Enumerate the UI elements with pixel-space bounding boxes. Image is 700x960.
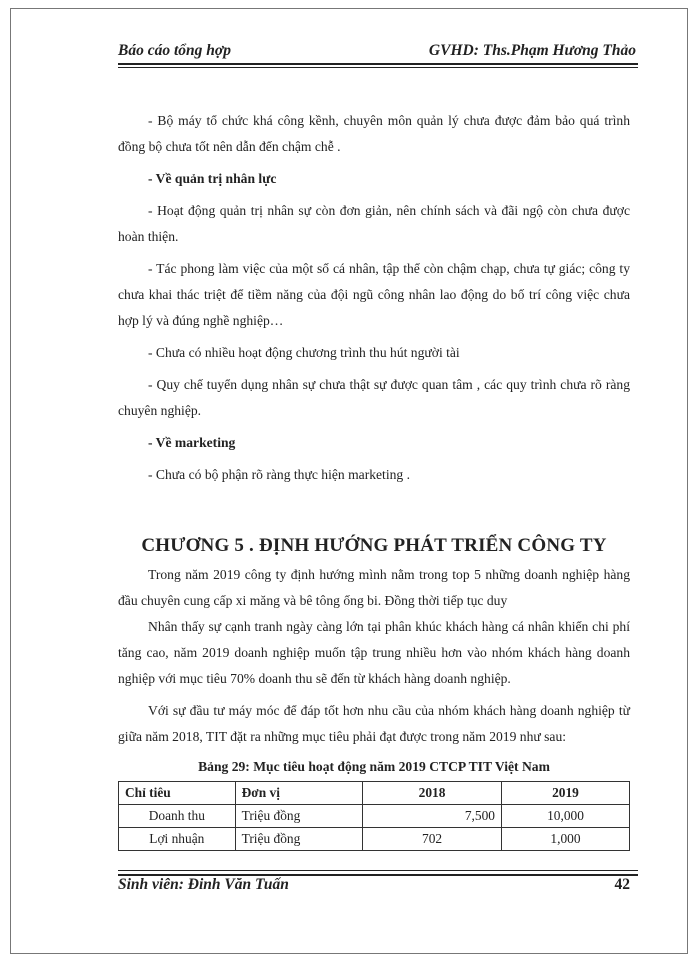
cell-indicator: Lợi nhuận: [119, 828, 236, 851]
header-divider: [118, 63, 638, 65]
header-cell-indicator: Chỉ tiêu: [119, 782, 236, 805]
document-body: [118, 108, 630, 851]
page-footer: [118, 876, 638, 898]
cell-2018: 7,500: [363, 805, 502, 828]
paragraph-org-structure: - Bộ máy tổ chức khá công kềnh, chuyên môn quản lý chưa được đảm bảo quá trình đồng bộ chưa tốt nên dẫn đến chậm chễ .: [118, 113, 630, 154]
heading-hr-management: - Về quản trị nhân lực: [148, 171, 277, 186]
cell-unit: Triệu đồng: [235, 805, 362, 828]
heading-marketing: - Về marketing: [148, 435, 236, 450]
cell-indicator: Doanh thu: [119, 805, 236, 828]
page-header: [118, 42, 638, 64]
table-caption: Bảng 29: Mục tiêu hoạt động năm 2019 CTCP TIT Việt Nam: [198, 759, 550, 774]
table-header-row: [119, 782, 630, 805]
cell-2019: 10,000: [501, 805, 629, 828]
header-cell-2019: 2019: [501, 782, 629, 805]
cell-2018: 702: [363, 828, 502, 851]
paragraph-2019-direction: Trong năm 2019 công ty định hướng mình nằm trong top 5 những doanh nghiệp hàng đầu chuyên cung cấp xi măng và bê tông ống bi. Đồng thời tiếp tục duy: [118, 567, 630, 608]
cell-2019: 1,000: [501, 828, 629, 851]
page-number: 42: [614, 876, 630, 893]
header-report-title: Báo cáo tổng hợp: [118, 42, 231, 59]
paragraph-work-style: - Tác phong làm việc của một số cá nhân, tập thể còn chậm chạp, chưa tự giác; công ty chưa khai thác triệt để tiềm năng của đội ngũ công nhân lao động do bố trí công việc chưa hợp lý và đúng nghề nghiệp…: [118, 261, 630, 328]
header-supervisor: GVHD: Ths.Phạm Hương Thảo: [428, 42, 636, 59]
targets-table: [118, 781, 630, 851]
paragraph-hr-activities: - Hoạt động quản trị nhân sự còn đơn giản, nên chính sách và đãi ngộ còn chưa được hoàn thiện.: [118, 203, 630, 244]
cell-unit: Triệu đồng: [235, 828, 362, 851]
header-divider-thin: [118, 67, 638, 68]
paragraph-recruitment: - Quy chế tuyển dụng nhân sự chưa thật sự được quan tâm , các quy trình chưa rõ ràng chuyên nghiệp.: [118, 377, 630, 418]
header-cell-2018: 2018: [363, 782, 502, 805]
paragraph-business-focus: Nhân thấy sự cạnh tranh ngày càng lớn tại phân khúc khách hàng cá nhân khiến chi phí tăng cao, năm 2019 doanh nghiệp muốn tập trung nhiều hơn vào nhóm khách hàng doanh nghiệp với mục tiêu 70% doanh thu sẽ đến từ khách hàng doanh nghiệp.: [118, 619, 630, 686]
chapter-title: CHƯƠNG 5 . ĐỊNH HƯỚNG PHÁT TRIỂN CÔNG TY: [141, 535, 607, 556]
header-cell-unit: Đơn vị: [235, 782, 362, 805]
paragraph-marketing: - Chưa có bộ phận rõ ràng thực hiện marketing .: [148, 467, 410, 482]
paragraph-talent-attraction: - Chưa có nhiều hoạt động chương trình thu hút người tài: [148, 345, 460, 360]
table-row: [119, 805, 630, 828]
table-row: [119, 828, 630, 851]
paragraph-investment: Với sự đầu tư máy móc để đáp tốt hơn nhu cầu của nhóm khách hàng doanh nghiệp từ giữa năm 2018, TIT đặt ra những mục tiêu phải đạt được trong năm 2019 như sau:: [118, 703, 630, 744]
footer-student: Sinh viên: Đinh Văn Tuấn: [118, 876, 289, 893]
footer-divider-thin: [118, 870, 638, 871]
